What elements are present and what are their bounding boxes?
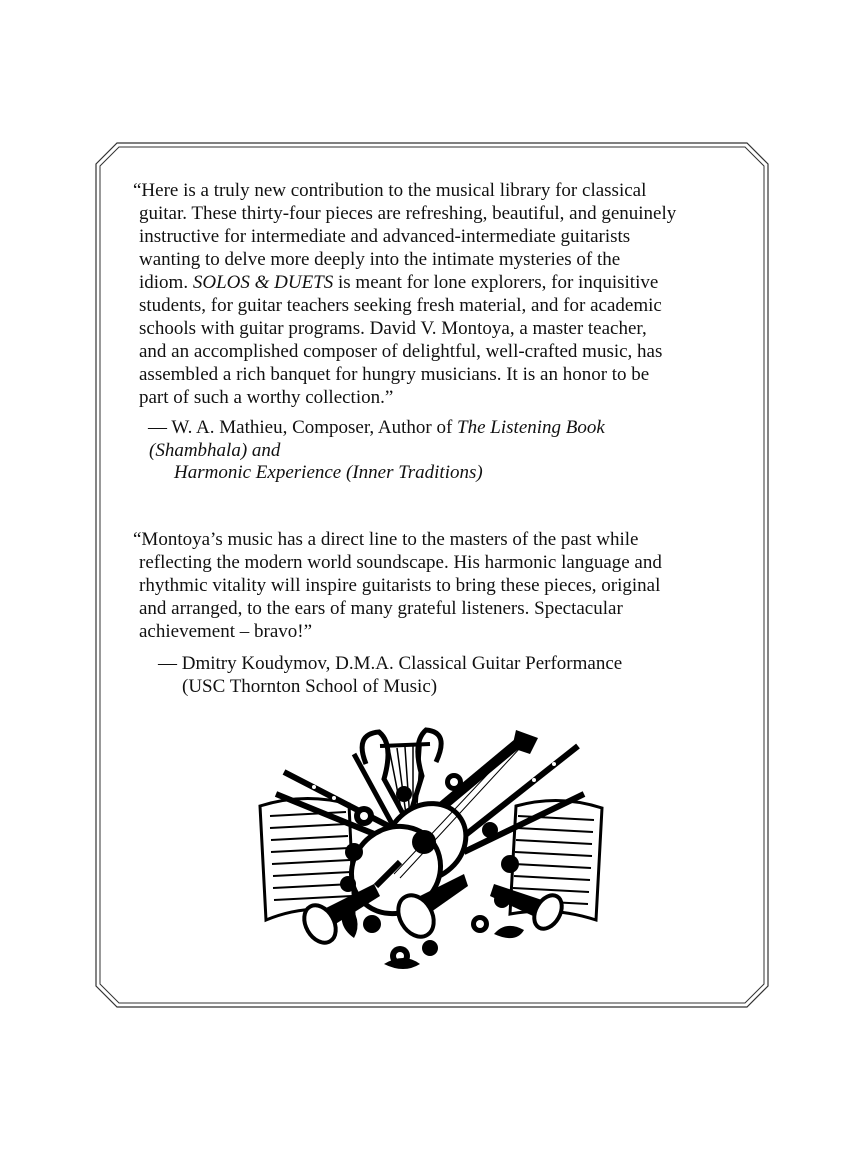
quote-line: instructive for intermediate and advanced-intermediate guitarists	[139, 226, 631, 247]
quote-text: idiom.	[139, 272, 189, 293]
musical-instruments-trophy-icon	[254, 724, 608, 974]
quote-line: assembled a rich banquet for hungry musicians. It is an honor to be	[139, 364, 650, 385]
quote-line: “Montoya’s music has a direct line to the masters of the past while	[133, 529, 639, 550]
attribution-line	[174, 462, 483, 484]
quote-line	[139, 272, 658, 294]
quote-line: reflecting the modern world soundscape. His harmonic language and	[139, 552, 662, 573]
attribution-line: — Dmitry Koudymov, D.M.A. Classical Guitar Performance	[158, 653, 623, 674]
quote-text: is meant for lone explorers, for inquisitive	[338, 272, 659, 293]
quote-line: achievement – bravo!”	[139, 621, 313, 642]
attribution-line	[149, 440, 280, 462]
book-title: The Listening Book	[457, 417, 605, 438]
attribution-author: — W. A. Mathieu, Composer, Author of	[148, 417, 453, 438]
attribution-line	[148, 417, 605, 439]
attribution-publisher: (Shambhala) and	[149, 440, 281, 461]
quote-line: wanting to delve more deeply into the intimate mysteries of the	[139, 249, 621, 270]
quote-line: “Here is a truly new contribution to the musical library for classical	[133, 180, 647, 201]
quote-line: students, for guitar teachers seeking fresh material, and for academic	[139, 295, 662, 316]
attribution-line: (USC Thornton School of Music)	[182, 676, 438, 697]
quote-line: guitar. These thirty-four pieces are refreshing, beautiful, and genuinely	[139, 203, 677, 224]
book-title: Harmonic Experience (Inner Traditions)	[174, 462, 483, 483]
quote-line: and an accomplished composer of delightful, well-crafted music, has	[139, 341, 663, 362]
quote-line: and arranged, to the ears of many grateful listeners. Spectacular	[139, 598, 623, 619]
quote-line: schools with guitar programs. David V. Montoya, a master teacher,	[139, 318, 647, 339]
book-title: SOLOS & DUETS	[192, 272, 334, 293]
quote-line: rhythmic vitality will inspire guitarists to bring these pieces, original	[139, 575, 661, 596]
quote-line: part of such a worthy collection.”	[139, 387, 394, 408]
